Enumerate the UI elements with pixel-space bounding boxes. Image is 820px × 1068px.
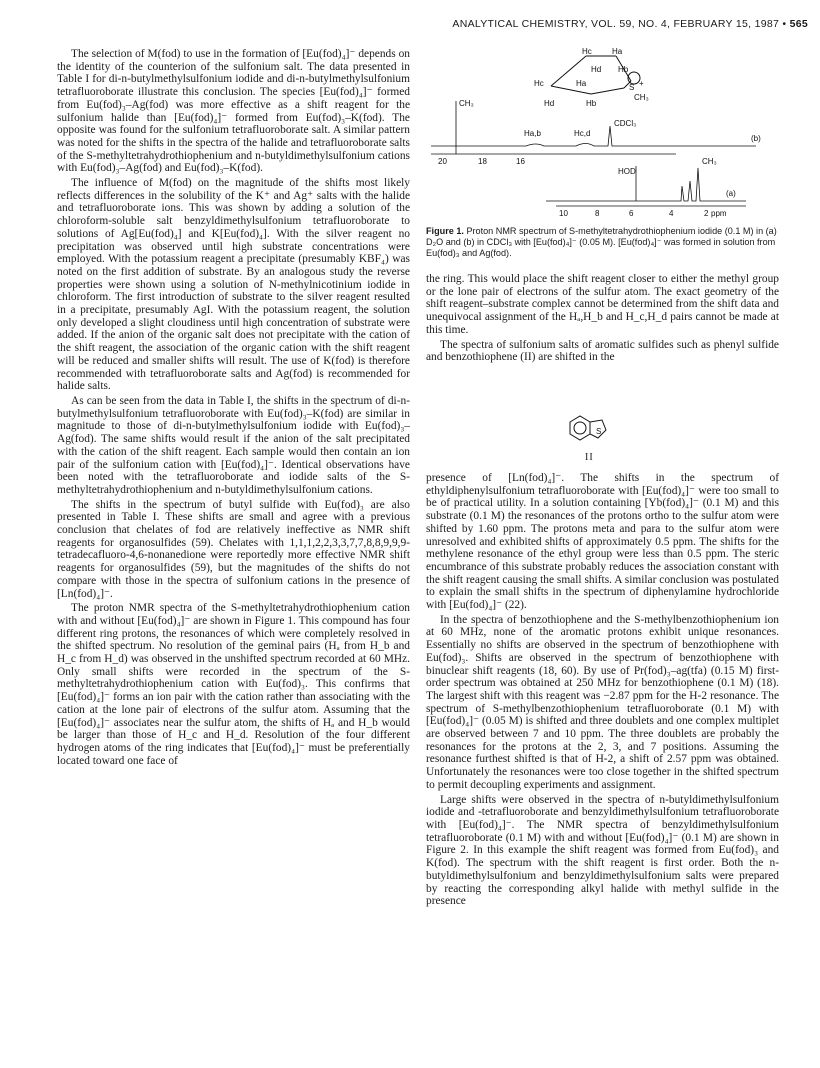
fig-label: (b): [751, 134, 761, 143]
paragraph: The shifts in the spectrum of butyl sulfide with Eu(fod)₃ are also presented in Table I. These shifts are small and agree with a previous conclusion that chelates of fod are relatively ineffective as NMR shift reagents for organosulfides (59). Chelates with 1,1,1,2,2,3,3,7,7,8,8,9,9,9-tetradecafluoro-4,6-nonanedione were reportedly more effective NMR shift reagents for organosulfides (59), but the magnitudes of the shifts do not compare with those in the spectra of sulfonium cations in the presence of [Ln(fod)₄]⁻.: [57, 498, 410, 600]
structure-sulfur-label: S: [596, 427, 602, 436]
axis-tick: 6: [629, 209, 634, 218]
trace-b: [431, 101, 756, 154]
left-column: [57, 48, 410, 767]
fig-label: CH₃: [459, 99, 474, 108]
axis-unit: ppm: [711, 209, 727, 218]
axis-tick: 8: [595, 209, 600, 218]
trace-a: [546, 166, 746, 206]
fig-label: HOD: [618, 167, 636, 176]
fig-label: (a): [726, 189, 736, 198]
nmr-spectrum-svg: [426, 46, 779, 226]
paragraph: presence of [Ln(fod)₄]⁻. The shifts in the spectrum of ethyldiphenylsulfonium tetrafluoroborate with [Eu(fod)₄]⁻ were too small to be of practical utility. In a solution containing [Yb(fod)₄]⁻ (0.1 M) and this substrate (0.1 M) the resonances of the protons ortho to the sulfur atom were shifted by 1.60 ppm. The protons meta and para to the sulfur atom were unresolved and exhibited shifts of approximately 0.5 ppm. The shifts for the methylene resonance of the ethyl group were less than 0.5 ppm. The steric encumbrance of this substrate probably reduces the association constant with the shift reagent causing the small shifts. A similar conclusion was postulated to explain the small shifts in the spectrum of diphenylamine hydrochloride with [Eu(fod)₄]⁻ (22).: [426, 472, 779, 612]
fig-label: CDCl₃: [614, 119, 637, 128]
fig-label: CH₃: [634, 93, 649, 102]
fig-label: Ha,b: [524, 129, 541, 138]
paragraph: The influence of M(fod) on the magnitude of the shifts most likely reflects differences in the solubility of the K⁺ and Ag⁺ salts with the halide and tetrafluoroborate ions. This was shown by adding a solution of the chloroform-soluble salt benzyldimethylsulfonium tetrafluoroborate to solutions of Ag[Eu(fod)₄] and K[Eu(fod)₄]. With the silver reagent no precipitation was observed until high substrate concentrations were employed. With the potassium reagent a precipitate (presumably KBF₄) was noted on the first addition of substrate. By an analogous study the reverse properties were shown using a solution of N-methylnicotinium iodide in chloroform. The first introduction of substrate to the silver reagent resulted in a precipitate, presumably AgI. With the potassium reagent, the solution only developed a slight cloudiness until high concentration of substrate were added. If the anion of the organic salt does not precipitate with the cation of the shift reagent, the association of the organic cation with the shift reagent will be reduced and smaller shifts will result. The use of K(fod) is therefore recommended with tetrafluoroborate salts and Ag(fod) is recommended for halide salts.: [57, 177, 410, 393]
fig-label: +: [639, 79, 644, 88]
paragraph: The spectra of sulfonium salts of aromatic sulfides such as phenyl sulfide and benzothiophene (II) are shifted in the: [426, 338, 779, 364]
structure-label: II: [585, 452, 594, 463]
fig-label: Hb: [618, 65, 629, 74]
benzothiophene-svg: [560, 408, 640, 453]
paragraph: The proton NMR spectra of the S-methyltetrahydrothiophenium cation with and without [Eu(fod)₄]⁻ are shown in Figure 1. This compound has four different ring protons, the resonances of which were completely resolved in the shifted spectrum. No resolution of the geminal pairs (Hₐ from H_b and H_c from H_d) was observed in the unshifted spectrum recorded at 60 MHz. Only small shifts were recorded in the spectrum of the S-methyltetrahydrothiophenium cation with Eu(fod)₃. This confirms that [Eu(fod)₄]⁻ forms an ion pair with the cation rather than associating with the cation at the lone pair of electrons of the sulfur atom. Assuming that the [Eu(fod)₄]⁻ associates near the sulfur atom, the shifts of Hₐ and H_b would be larger than those of H_c and H_d. Resolution of the four different hydrogen atoms of the ring indicates that [Eu(fod)₄]⁻ must be preferentially located toward one face of: [57, 602, 410, 767]
benzothiophene-structure: [560, 408, 640, 458]
axis-tick: 20: [438, 157, 447, 166]
thiophenium-ring-structure: [551, 56, 640, 94]
figure-caption: [426, 226, 779, 259]
fig-label: Ha: [576, 79, 587, 88]
caption-label: Figure 1.: [426, 226, 464, 236]
axis-tick: 18: [478, 157, 487, 166]
right-column-bottom: [426, 472, 779, 908]
page-number: 565: [789, 18, 808, 30]
paragraph: As can be seen from the data in Table I, the shifts in the spectrum of di-n-butylmethylsulfonium tetrafluoroborate with Eu(fod)₃–K(fod) are similar in magnitude to those of di-n-butylmethylsulfonium iodide with Eu(fod)₃–Ag(fod). The same shifts would result if the anion of the salt precipitated with the cation of the shift reagent. Each sample would then contain an ion pair of the sulfonium cation with [Eu(fod)₄]⁻. Identical observations have been noted with the tetrafluoroborate and iodide salts of the S-methyltetrahydrothiophenium and n-butyldimethylsulfonium cations.: [57, 394, 410, 496]
paragraph: Large shifts were observed in the spectra of n-butyldimethylsulfonium iodide and -tetrafluoroborate and benzyldimethylsulfonium tetrafluoroborate with [Eu(fod)₄]⁻. The NMR spectra of benzyldimethylsulfonium tetrafluoroborate (0.1 M) with and without [Eu(fod)₄]⁻ (0.1 M) are shown in Figure 2. In this example the shift reagent was formed from Eu(fod)₃ and K(fod). The spectrum with the shift reagent is first order. Both the n-butyldimethylsulfonium and benzyldimethylsulfonium salts were prepared by reacting the corresponding alkyl halide with methyl sulfide in the presence: [426, 793, 779, 908]
fig-label: Hc: [534, 79, 544, 88]
journal-citation: ANALYTICAL CHEMISTRY, VOL. 59, NO. 4, FEBRUARY 15, 1987 •: [452, 18, 787, 30]
fig-label: Hb: [586, 99, 597, 108]
axis-tick: 10: [559, 209, 568, 218]
paragraph: the ring. This would place the shift reagent closer to either the methyl group or the lone pair of electrons of the sulfur atom. The exact geometry of the shift reagent–substrate complex cannot be determined from the shift data and unequivocal assignment of the Hₐ,H_b and H_c,H_d pairs cannot be made at this time.: [426, 273, 779, 336]
axis-tick: 2: [704, 209, 709, 218]
running-header: [0, 18, 808, 30]
fig-label: Ha: [612, 47, 623, 56]
right-column-top: [426, 273, 779, 364]
fig-label: Hd: [544, 99, 555, 108]
axis-tick: 16: [516, 157, 525, 166]
axis-tick: 4: [669, 209, 674, 218]
fig-label: Hc,d: [574, 129, 591, 138]
fig-label: CH₃: [702, 157, 717, 166]
caption-text: Proton NMR spectrum of S-methyltetrahydrothiophenium iodide (0.1 M) in (a) D₂O and (b) in CDCl₃ with [Eu(fod)₄]⁻ (0.05 M). [Eu(fod)₄]⁻ was formed in solution from Eu(fod)₃ and Ag(fod).: [426, 226, 777, 258]
paragraph: The selection of M(fod) to use in the formation of [Eu(fod)₄]⁻ depends on the identity of the counterion of the sulfonium salt. The data presented in Table I for di-n-butylmethylsulfonium iodide and di-n-butylmethylsulfonium tetrafluoroborate illustrate this conclusion. The species [Eu(fod)₄]⁻ formed from Eu(fod)₃–Ag(fod) was more effective as a shift reagent for the sulfonium halide than [Eu(fod)₄]⁻ formed from Eu(fod)₃–K(fod). The opposite was found for the sulfonium tetrafluoroborate salt. A similar pattern was noted for the shifts in the spectra of the halide and tetrafluoroborate salts of the S-methyltetrahydrothiophenium and n-butyldimethylsulfonium cations with Eu(fod)₃–Ag(fod) and Eu(fod)₃–K(fod).: [57, 48, 410, 175]
fig-label: S: [629, 83, 635, 92]
paragraph: In the spectra of benzothiophene and the S-methylbenzothiophenium ion at 60 MHz, none of the aromatic protons exhibit unique resonances. Essentially no shifts are observed in the spectrum of benzothiophene with Eu(fod)₃. Shifts are observed in the spectrum of benzothiophene with binuclear shift reagents (18, 60). By use of Pr(fod)₃–ag(tfa) (0.15 M) first-order spectrum was obtained at 250 MHz for benzothiophene (0.1 M) (18). The largest shift with this reagent was −2.87 ppm for the H-2 resonance. The spectrum of S-methylbenzothiophenium tetrafluoroborate (0.1 M) with [Eu(fod)₄]⁻ (0.05 M) is shifted and three doublets and one complex multiplet are observed between 7 and 10 ppm. The three doublets are probably the resonances for the protons at the 2, 3, and 7 positions. Assuming the resonance furthest shifted is that of H-2, a shift of 2.57 ppm was obtained. Unfortunately the resonances were too close together in the shifted spectrum to permit decoupling experiments and assignment.: [426, 613, 779, 791]
fig-label: Hc: [582, 47, 592, 56]
fig-label: Hd: [591, 65, 602, 74]
